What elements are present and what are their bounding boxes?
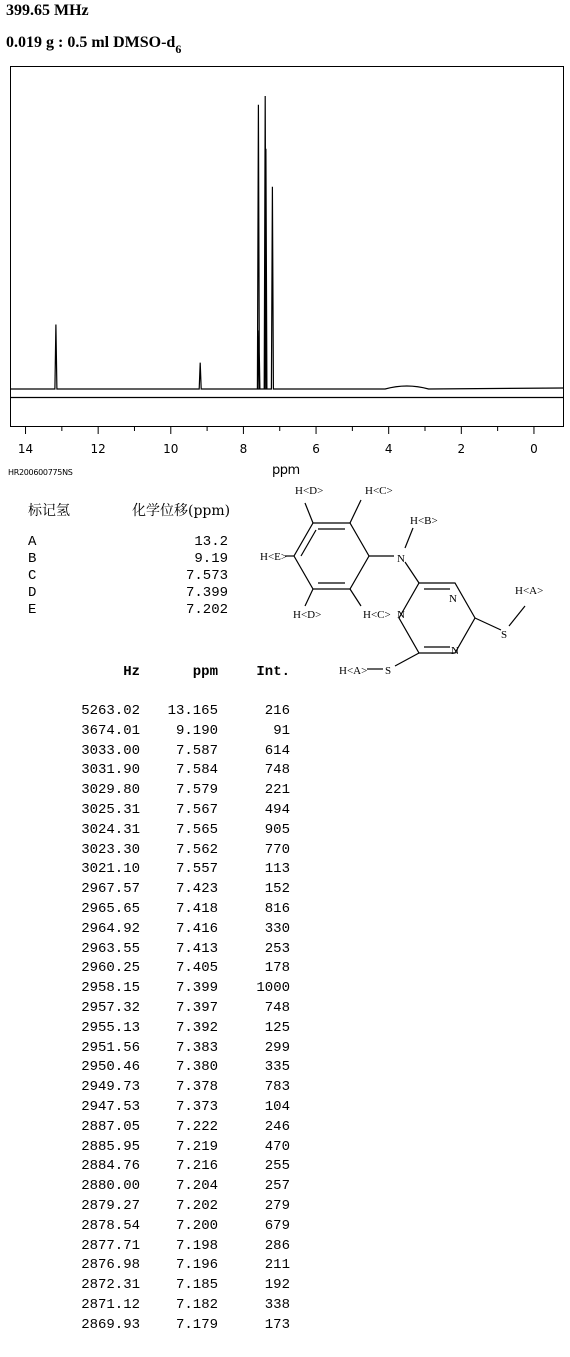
peak-hz: 3031.90 (81, 762, 140, 779)
peak-int: 221 (264, 782, 290, 799)
peak-ppm: 7.198 (175, 1237, 218, 1254)
bond (350, 589, 361, 606)
peak-int: 679 (264, 1217, 290, 1234)
peak-int: 246 (264, 1118, 290, 1135)
peak-row (40, 900, 300, 920)
atom-label: S (501, 629, 508, 641)
peak-ppm: 7.204 (175, 1178, 218, 1195)
spectrum-id: HR200600775NS (8, 468, 73, 477)
peak-ppm: 7.202 (175, 1197, 218, 1214)
peak-hz: 3021.10 (81, 861, 140, 878)
peak-ppm: 7.397 (175, 999, 218, 1016)
assignment-shift: 7.573 (185, 568, 228, 584)
peak-row (40, 801, 300, 821)
assignment-row (28, 585, 228, 602)
peak-ppm: 7.373 (175, 1098, 218, 1115)
x-tick-label: 10 (163, 442, 179, 456)
peak-ppm: 7.557 (175, 861, 218, 878)
peak-hz: 2964.92 (81, 920, 140, 937)
peak-int: 253 (264, 940, 290, 957)
benzene-ring (294, 523, 369, 589)
assignment-header-shift: 化学位移(ppm) (132, 503, 231, 519)
peak-int: 614 (264, 742, 290, 759)
peak-row (40, 702, 300, 722)
assignment-row (28, 534, 228, 551)
bond (350, 500, 361, 523)
peak-hz: 2951.56 (81, 1039, 140, 1056)
peak-row (40, 1316, 300, 1336)
peak-int: 470 (264, 1138, 290, 1155)
peak-hz: 5263.02 (81, 703, 140, 719)
peak-ppm: 7.565 (175, 821, 218, 838)
peak-ppm: 7.562 (175, 841, 218, 858)
peak-int: 494 (264, 801, 290, 818)
peak-hz: 2949.73 (81, 1079, 140, 1096)
peak-ppm: 7.182 (175, 1296, 218, 1313)
peak-row (40, 781, 300, 801)
peak-ppm: 7.413 (175, 940, 218, 957)
peak-int: 905 (264, 821, 290, 838)
peak-hz: 3674.01 (81, 722, 140, 739)
peak-hz: 3025.31 (81, 801, 140, 818)
peak-ppm: 7.423 (175, 881, 218, 898)
peak-row (40, 761, 300, 781)
atom-label: H<C> (365, 485, 393, 497)
peak-int: 152 (264, 881, 290, 898)
x-tick-label: 8 (239, 442, 248, 456)
assignment-rows (28, 534, 228, 619)
peak-hz: 2871.12 (81, 1296, 140, 1313)
assignment-row (28, 551, 228, 568)
header-int: Int. (256, 664, 290, 680)
assignment-row (28, 568, 228, 585)
bond (305, 503, 313, 523)
peak-row (40, 1296, 300, 1316)
peak-int: 192 (264, 1277, 290, 1294)
peak-hz: 3033.00 (81, 742, 140, 759)
peak-int: 178 (264, 960, 290, 977)
atom-label: H<C> (363, 609, 391, 621)
assignment-row (28, 602, 228, 619)
header-ppm: ppm (192, 664, 218, 680)
atom-label: H<D> (295, 485, 324, 497)
peak-row (40, 1078, 300, 1098)
peak-hz: 2963.55 (81, 940, 140, 957)
sample-text: 0.019 g : 0.5 ml DMSO-d (6, 34, 176, 51)
atom-label: N (449, 593, 457, 605)
peak-row (40, 1098, 300, 1118)
peak-row (40, 821, 300, 841)
peak-int: 299 (264, 1039, 290, 1056)
peak-row (40, 1197, 300, 1217)
peak-row (40, 920, 300, 940)
peak-ppm: 7.185 (175, 1277, 218, 1294)
peak-row (40, 1118, 300, 1138)
peak-hz: 2960.25 (81, 960, 140, 977)
peak-hz: 3029.80 (81, 782, 140, 799)
peak-row (40, 1019, 300, 1039)
molecule-structure (255, 478, 555, 678)
sample-description (6, 34, 181, 57)
atom-label: N (397, 553, 405, 565)
peak-hz: 2887.05 (81, 1118, 140, 1135)
spectrum-trace (11, 96, 563, 389)
peak-hz: 2967.57 (81, 881, 140, 898)
nmr-spectrum-chart (0, 60, 570, 465)
peak-row (40, 860, 300, 880)
peak-row (40, 1039, 300, 1059)
peak-hz: 2879.27 (81, 1197, 140, 1214)
peak-int: 257 (264, 1178, 290, 1195)
header-hz: Hz (123, 664, 140, 680)
peak-row (40, 1157, 300, 1177)
peak-ppm: 7.405 (175, 960, 218, 977)
peak-hz: 2880.00 (81, 1178, 140, 1195)
peak-row (40, 1138, 300, 1158)
peak-ppm: 7.383 (175, 1039, 218, 1056)
assignment-header-label: 标记氢 (28, 503, 70, 519)
x-axis-label: ppm (272, 463, 300, 478)
atom-label: H<A> (515, 585, 544, 597)
benzene-inner-bond (301, 530, 316, 556)
x-tick-label: 6 (312, 442, 320, 456)
peak-int: 338 (264, 1296, 290, 1313)
peak-row (40, 999, 300, 1019)
peak-int: 216 (264, 703, 290, 719)
atom-label: S (385, 665, 392, 677)
peak-hz: 2947.53 (81, 1098, 140, 1115)
peak-row (40, 742, 300, 762)
atom-label: H<B> (410, 515, 438, 527)
assignment-label: E (28, 602, 37, 618)
peak-int: 330 (264, 920, 290, 937)
x-tick-label: 2 (457, 442, 466, 456)
peak-ppm: 7.222 (175, 1118, 218, 1135)
assignment-shift: 7.399 (185, 585, 228, 601)
peak-ppm: 7.416 (175, 920, 218, 937)
peak-row (40, 1276, 300, 1296)
peak-int: 748 (264, 762, 290, 779)
peak-hz: 2958.15 (81, 980, 140, 997)
peak-int: 125 (264, 1019, 290, 1036)
peak-hz: 2957.32 (81, 999, 140, 1016)
peak-ppm: 7.567 (175, 801, 218, 818)
x-axis-ticks (26, 427, 534, 434)
peak-ppm: 7.584 (175, 762, 218, 779)
peak-hz: 2878.54 (81, 1217, 140, 1234)
peak-int: 91 (273, 722, 290, 739)
bond (405, 562, 419, 583)
peak-int: 1000 (256, 980, 290, 997)
peak-ppm: 7.579 (175, 782, 218, 799)
peak-int: 279 (264, 1197, 290, 1214)
peak-hz: 2965.65 (81, 900, 140, 917)
peak-int: 211 (264, 1257, 290, 1274)
x-tick-label: 14 (17, 442, 34, 456)
peak-hz: 2884.76 (81, 1158, 140, 1175)
peak-int: 113 (264, 861, 290, 878)
triazine-ring (399, 583, 475, 653)
peak-ppm: 13.165 (167, 703, 218, 719)
assignment-label: B (28, 551, 37, 567)
x-axis-tick-labels (18, 442, 538, 456)
peak-ppm: 7.380 (175, 1059, 218, 1076)
peak-ppm: 7.392 (175, 1019, 218, 1036)
bond (395, 653, 419, 666)
peak-hz: 3024.31 (81, 821, 140, 838)
peak-row (40, 841, 300, 861)
peak-ppm: 7.418 (175, 900, 218, 917)
peak-hz: 2876.98 (81, 1257, 140, 1274)
peak-hz: 2950.46 (81, 1059, 140, 1076)
bond (509, 606, 525, 626)
peak-row (40, 1237, 300, 1257)
peak-int: 783 (264, 1079, 290, 1096)
peak-int: 255 (264, 1158, 290, 1175)
peak-row (40, 959, 300, 979)
peak-row (40, 940, 300, 960)
peak-ppm: 7.216 (175, 1158, 218, 1175)
assignment-shift: 13.2 (194, 534, 228, 550)
sample-subscript: 6 (175, 42, 182, 56)
peak-row (40, 1058, 300, 1078)
peak-int: 286 (264, 1237, 290, 1254)
assignment-label: A (28, 534, 37, 550)
peak-table-header (40, 664, 300, 702)
peak-hz: 2877.71 (81, 1237, 140, 1254)
peak-ppm: 7.399 (175, 980, 218, 997)
atom-label: H<D> (293, 609, 322, 621)
bond (405, 528, 413, 548)
assignment-label: C (28, 568, 37, 584)
peak-ppm: 7.587 (175, 742, 218, 759)
peak-row (40, 1177, 300, 1197)
atom-label: H<A> (339, 665, 368, 677)
atom-label: N (451, 645, 459, 657)
peak-ppm: 9.190 (175, 722, 218, 739)
peak-row (40, 979, 300, 999)
assignment-shift: 9.19 (194, 551, 228, 567)
peak-hz: 2872.31 (81, 1277, 140, 1294)
peak-row (40, 880, 300, 900)
peak-rows (40, 702, 300, 1336)
peak-int: 173 (264, 1316, 290, 1333)
peak-int: 816 (264, 900, 290, 917)
peak-row (40, 1256, 300, 1276)
peak-hz: 2869.93 (81, 1316, 140, 1333)
peak-hz: 3023.30 (81, 841, 140, 858)
peak-hz: 2955.13 (81, 1019, 140, 1036)
assignment-shift: 7.202 (185, 602, 228, 618)
x-tick-label: 12 (90, 442, 106, 456)
bond (475, 618, 501, 630)
atom-label: N (397, 609, 405, 621)
peak-ppm: 7.196 (175, 1257, 218, 1274)
atom-label: H<E> (260, 551, 288, 563)
peak-int: 770 (264, 841, 290, 858)
peak-ppm: 7.179 (175, 1316, 218, 1333)
x-tick-label: 0 (530, 442, 538, 456)
spectrometer-frequency: 399.65 MHz (6, 2, 89, 19)
peak-row (40, 1217, 300, 1237)
peak-row (40, 722, 300, 742)
x-tick-label: 4 (384, 442, 393, 456)
peak-ppm: 7.378 (175, 1079, 218, 1096)
peak-int: 748 (264, 999, 290, 1016)
peak-ppm: 7.219 (175, 1138, 218, 1155)
peak-hz: 2885.95 (81, 1138, 140, 1155)
peak-ppm: 7.200 (175, 1217, 218, 1234)
bond (305, 589, 313, 606)
peak-int: 335 (264, 1059, 290, 1076)
plot-frame (11, 67, 564, 427)
assignment-label: D (28, 585, 37, 601)
peak-int: 104 (264, 1098, 290, 1115)
peak-table (40, 664, 300, 1336)
